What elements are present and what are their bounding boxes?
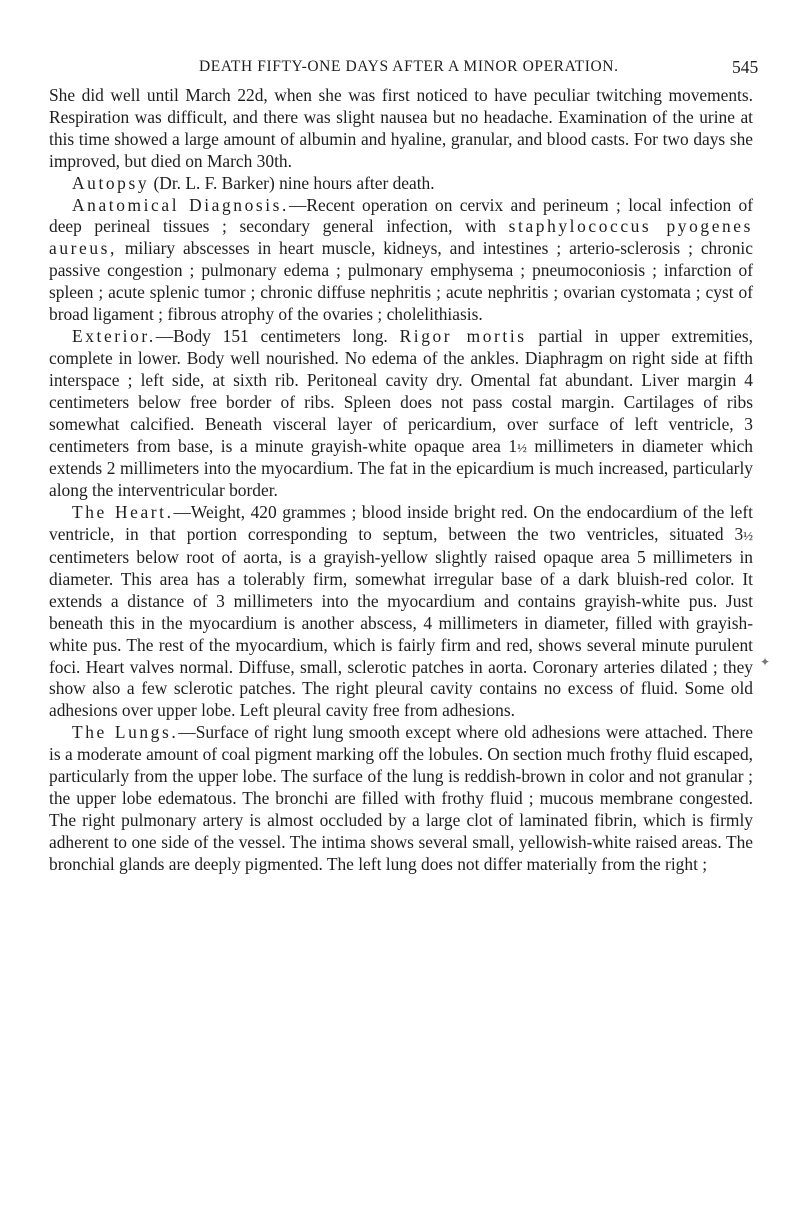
paragraph-text: —Weight, 420 grammes ; blood inside bright red. On the endocardium of the left ventricle, in that portion corresponding to septum, between the two ventricles, situated 3 [49, 502, 753, 545]
body-text [49, 85, 753, 876]
paragraph-anatomical-diagnosis [49, 195, 753, 326]
paragraph-autopsy [49, 173, 753, 195]
paragraph-text: —Body 151 centimeters long. [155, 325, 400, 346]
organism-name: staphylococcus pyogenes aureus, [49, 216, 753, 259]
paragraph-text: —Recent operation on cervix and perineum ; local infection of deep perineal tissues ; secondary general infection, with [49, 194, 753, 237]
paragraph-text: (Dr. L. F. Barker) nine hours after death. [149, 172, 435, 193]
paragraph-lungs [49, 722, 753, 875]
fraction-half: ½ [517, 439, 527, 455]
term-rigor-mortis: Rigor mortis [399, 325, 527, 346]
running-head-title: DEATH FIFTY-ONE DAYS AFTER A MINOR OPERATION. [199, 58, 619, 75]
paragraph-text: miliary abscesses in heart muscle, kidneys, and intestines ; arterio-sclerosis ; chronic passive congestion ; pulmonary edema ; pulmonary emphysema ; pneumoconiosis ; infarction of spleen ; acute splenic tumor ; chronic diffuse nephritis ; acute nephritis ; ovarian cystomata ; cyst of broad ligament ; fibrous atrophy of the ovaries ; cholelithiasis. [49, 238, 753, 325]
section-heading-autopsy: Autopsy [72, 172, 150, 193]
section-heading-exterior: Exterior. [72, 325, 156, 346]
fraction-half: ½ [743, 528, 753, 544]
paragraph-exterior [49, 326, 753, 502]
paragraph-text: She did well until March 22d, when she was first noticed to have peculiar twitching movements. Respiration was difficult, and there was slight nausea but no headache. Examination of the urine at this time showed a large amount of albumin and hyaline, granular, and blood casts. For two days she improved, but died on March 30th. [49, 85, 753, 171]
page-number: 545 [732, 57, 759, 77]
paragraph-text: partial in upper extremities, complete in lower. Body well nourished. No edema of the ankles. Diaphragm on right side at fifth interspace ; left side, at sixth rib. Peritoneal cavity dry. Omental fat abundant. Liver margin 4 centimeters below free border of ribs. Spleen does not pass costal margin. Cartilages of ribs somewhat calcified. Beneath visceral layer of pericardium, over surface of left ventricle, 3 centimeters from base, is a minute grayish-white opaque area 1 [49, 325, 753, 456]
paragraph-text: —Surface of right lung smooth except where old adhesions were attached. There is a moderate amount of coal pigment marking off the lobules. On section much frothy fluid escaped, particularly from the upper lobe. The surface of the lung is reddish-brown in color and not granular ; the upper lobe edematous. The bronchi are filled with frothy fluid ; mucous membrane congested. The right pulmonary artery is almost occluded by a large clot of laminated fibrin, which is firmly adherent to one side of the vessel. The intima shows several small, yellowish-white raised areas. The bronchial glands are deeply pigmented. The left lung does not differ materially from the right ; [49, 722, 753, 874]
section-heading-heart: The Heart. [72, 502, 174, 523]
section-heading-anatomical-diagnosis: Anatomical Diagnosis. [72, 194, 289, 215]
paragraph-text: centimeters below root of aorta, is a grayish-yellow slightly raised opaque area 5 millimeters in diameter. This area has a tolerably firm, somewhat irregular base of a dark bluish-red color. It extends a distance of 3 millimeters into the myocardium and contains grayish-white pus. Just beneath this in the myocardium is another abscess, 4 millimeters in diameter, filled with grayish-white pus. The rest of the myocardium, which is fairly firm and red, shows several minute purulent foci. Heart valves normal. Diffuse, small, sclerotic patches in aorta. Coronary arteries dilated ; they show also a few sclerotic patches. The right pleural cavity contains no excess of fluid. Some old adhesions over upper lobe. Left pleural cavity free from adhesions. [49, 547, 753, 721]
paragraph-heart [49, 502, 753, 722]
margin-mark: ✦ [760, 655, 771, 669]
paragraph-text: millimeters in diameter which extends 2 millimeters into the myocardium. The fat in the epicardium is much increased, particularly along the interventricular border. [49, 435, 753, 501]
paragraph-clinical-course [49, 85, 753, 173]
section-heading-lungs: The Lungs. [72, 722, 179, 743]
